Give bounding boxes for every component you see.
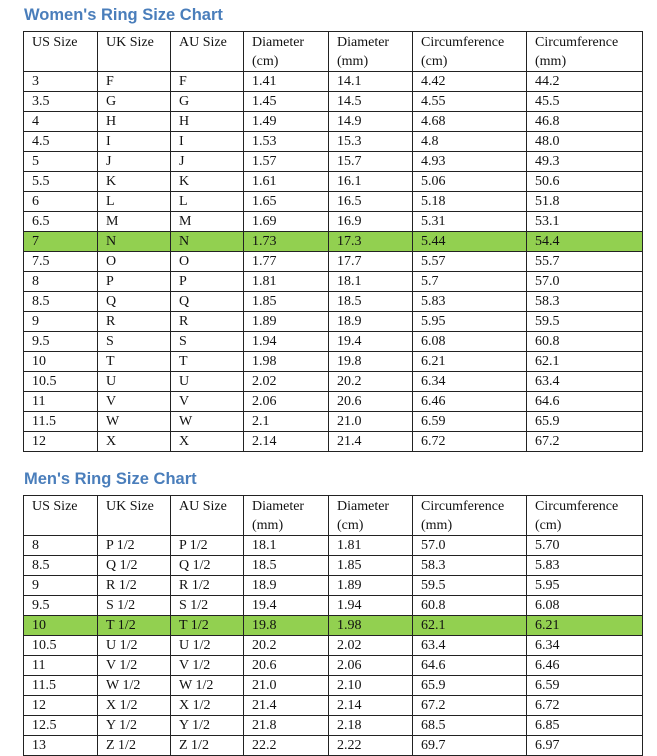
womens-ring-size-table	[23, 31, 643, 452]
table-cell: T	[171, 352, 244, 372]
table-cell: 20.6	[329, 392, 413, 412]
table-cell: 6.46	[413, 392, 527, 412]
table-cell: 1.57	[244, 152, 329, 172]
table-cell: 5.7	[413, 272, 527, 292]
table-cell: 9	[24, 312, 98, 332]
table-cell: 18.5	[244, 556, 329, 576]
table-row	[24, 596, 643, 616]
table-row	[24, 716, 643, 736]
table-cell: 8.5	[24, 556, 98, 576]
mens-header-text: (mm)	[252, 518, 284, 533]
mens-header-row	[24, 496, 643, 536]
table-cell: T	[98, 352, 171, 372]
table-cell: 69.7	[413, 736, 527, 756]
womens-header-row	[24, 32, 643, 72]
table-cell: 8	[24, 272, 98, 292]
table-cell: P	[171, 272, 244, 292]
table-cell: 12	[24, 432, 98, 452]
table-row	[24, 252, 643, 272]
table-cell: 4.42	[413, 72, 527, 92]
table-cell: 5.06	[413, 172, 527, 192]
table-cell: 6	[24, 192, 98, 212]
table-row	[24, 616, 643, 636]
table-cell: 60.8	[527, 332, 643, 352]
table-cell: 5.44	[413, 232, 527, 252]
table-cell: 6.72	[413, 432, 527, 452]
table-cell: P 1/2	[171, 536, 244, 556]
table-row	[24, 576, 643, 596]
table-cell: 1.94	[244, 332, 329, 352]
table-cell: Q	[98, 292, 171, 312]
table-cell: 1.89	[329, 576, 413, 596]
mens-ring-size-table	[23, 495, 643, 756]
table-row	[24, 212, 643, 232]
table-row	[24, 556, 643, 576]
table-cell: 19.4	[244, 596, 329, 616]
table-cell: I	[171, 132, 244, 152]
table-cell: 13	[24, 736, 98, 756]
table-cell: H	[171, 112, 244, 132]
table-row	[24, 112, 643, 132]
table-row	[24, 656, 643, 676]
table-cell: 2.18	[329, 716, 413, 736]
womens-header-text: (cm)	[421, 54, 448, 69]
table-cell: 46.8	[527, 112, 643, 132]
table-cell: 20.2	[244, 636, 329, 656]
table-cell: 48.0	[527, 132, 643, 152]
table-cell: 54.4	[527, 232, 643, 252]
table-cell: P	[98, 272, 171, 292]
table-cell: U	[98, 372, 171, 392]
womens-header-cell	[527, 32, 643, 72]
table-cell: 49.3	[527, 152, 643, 172]
table-cell: 10.5	[24, 372, 98, 392]
table-cell: 18.5	[329, 292, 413, 312]
table-cell: X	[171, 432, 244, 452]
table-cell: M	[98, 212, 171, 232]
table-cell: 5.95	[527, 576, 643, 596]
table-cell: M	[171, 212, 244, 232]
table-cell: 11.5	[24, 412, 98, 432]
table-cell: 22.2	[244, 736, 329, 756]
table-cell: 67.2	[527, 432, 643, 452]
table-cell: 18.1	[244, 536, 329, 556]
table-cell: O	[98, 252, 171, 272]
table-cell: 6.08	[527, 596, 643, 616]
table-cell: 62.1	[527, 352, 643, 372]
womens-header-text: AU Size	[179, 35, 227, 50]
mens-header-cell	[24, 496, 98, 536]
table-row	[24, 636, 643, 656]
table-cell: N	[98, 232, 171, 252]
table-cell: 14.5	[329, 92, 413, 112]
table-cell: H	[98, 112, 171, 132]
table-cell: 6.21	[413, 352, 527, 372]
table-cell: 59.5	[527, 312, 643, 332]
mens-header-text: Circumference	[535, 499, 619, 514]
table-row	[24, 412, 643, 432]
mens-header-cell	[329, 496, 413, 536]
table-cell: F	[98, 72, 171, 92]
table-cell: 6.21	[527, 616, 643, 636]
table-cell: W 1/2	[98, 676, 171, 696]
table-cell: J	[98, 152, 171, 172]
table-cell: 11.5	[24, 676, 98, 696]
table-cell: 4.5	[24, 132, 98, 152]
table-cell: S	[171, 332, 244, 352]
table-cell: 6.85	[527, 716, 643, 736]
table-cell: 21.0	[244, 676, 329, 696]
table-cell: K	[171, 172, 244, 192]
table-cell: 3.5	[24, 92, 98, 112]
table-cell: 67.2	[413, 696, 527, 716]
table-cell: 65.9	[413, 676, 527, 696]
table-cell: 18.1	[329, 272, 413, 292]
table-cell: V	[171, 392, 244, 412]
table-row	[24, 352, 643, 372]
table-cell: U	[171, 372, 244, 392]
table-row	[24, 232, 643, 252]
table-cell: 5.83	[527, 556, 643, 576]
table-cell: 6.59	[527, 676, 643, 696]
table-cell: T 1/2	[98, 616, 171, 636]
table-cell: 2.22	[329, 736, 413, 756]
table-cell: 4	[24, 112, 98, 132]
table-cell: 3	[24, 72, 98, 92]
table-cell: W 1/2	[171, 676, 244, 696]
table-cell: R 1/2	[98, 576, 171, 596]
table-cell: 6.72	[527, 696, 643, 716]
table-cell: 1.45	[244, 92, 329, 112]
table-cell: 10	[24, 352, 98, 372]
table-row	[24, 72, 643, 92]
table-cell: W	[171, 412, 244, 432]
womens-header-cell	[171, 32, 244, 72]
table-cell: V 1/2	[98, 656, 171, 676]
table-cell: Q 1/2	[98, 556, 171, 576]
table-cell: 5.70	[527, 536, 643, 556]
table-cell: 12.5	[24, 716, 98, 736]
table-cell: 6.34	[413, 372, 527, 392]
table-cell: W	[98, 412, 171, 432]
mens-header-cell	[527, 496, 643, 536]
womens-header-cell	[244, 32, 329, 72]
table-cell: 2.02	[329, 636, 413, 656]
table-cell: 9.5	[24, 332, 98, 352]
table-cell: Q 1/2	[171, 556, 244, 576]
table-cell: 1.41	[244, 72, 329, 92]
mens-header-cell	[244, 496, 329, 536]
table-cell: 20.6	[244, 656, 329, 676]
table-cell: F	[171, 72, 244, 92]
table-cell: 64.6	[413, 656, 527, 676]
table-row	[24, 272, 643, 292]
mens-header-cell	[413, 496, 527, 536]
table-cell: G	[98, 92, 171, 112]
table-cell: 55.7	[527, 252, 643, 272]
womens-chart-title: Women's Ring Size Chart	[24, 6, 223, 24]
table-cell: 10.5	[24, 636, 98, 656]
table-cell: 21.4	[244, 696, 329, 716]
table-cell: 11	[24, 656, 98, 676]
table-cell: 1.94	[329, 596, 413, 616]
table-cell: 20.2	[329, 372, 413, 392]
table-row	[24, 172, 643, 192]
table-cell: 1.85	[244, 292, 329, 312]
table-cell: 21.8	[244, 716, 329, 736]
mens-header-text: (cm)	[535, 518, 562, 533]
womens-header-cell	[413, 32, 527, 72]
womens-header-cell	[329, 32, 413, 72]
table-cell: 6.59	[413, 412, 527, 432]
table-row	[24, 312, 643, 332]
table-row	[24, 92, 643, 112]
table-cell: 1.89	[244, 312, 329, 332]
table-cell: 15.7	[329, 152, 413, 172]
table-cell: 15.3	[329, 132, 413, 152]
table-row	[24, 132, 643, 152]
table-cell: 5	[24, 152, 98, 172]
table-cell: 58.3	[527, 292, 643, 312]
table-cell: 5.31	[413, 212, 527, 232]
table-cell: 9.5	[24, 596, 98, 616]
table-cell: 2.14	[244, 432, 329, 452]
table-cell: T 1/2	[171, 616, 244, 636]
table-cell: 6.34	[527, 636, 643, 656]
table-cell: 1.85	[329, 556, 413, 576]
table-cell: 19.8	[244, 616, 329, 636]
womens-header-text: (cm)	[252, 54, 279, 69]
table-cell: X	[98, 432, 171, 452]
table-cell: L	[98, 192, 171, 212]
table-cell: 1.98	[244, 352, 329, 372]
table-cell: R 1/2	[171, 576, 244, 596]
table-row	[24, 292, 643, 312]
womens-header-text: Diameter	[252, 35, 305, 50]
womens-header-text: Diameter	[337, 35, 390, 50]
table-cell: 5.5	[24, 172, 98, 192]
table-cell: 63.4	[413, 636, 527, 656]
mens-header-text: Circumference	[421, 499, 505, 514]
table-cell: 2.06	[244, 392, 329, 412]
table-cell: 51.8	[527, 192, 643, 212]
table-cell: 5.95	[413, 312, 527, 332]
table-cell: 19.4	[329, 332, 413, 352]
table-cell: 1.77	[244, 252, 329, 272]
table-cell: 4.68	[413, 112, 527, 132]
table-cell: 1.65	[244, 192, 329, 212]
table-cell: 4.93	[413, 152, 527, 172]
table-cell: Y 1/2	[171, 716, 244, 736]
table-cell: 14.1	[329, 72, 413, 92]
table-cell: Y 1/2	[98, 716, 171, 736]
table-cell: S 1/2	[98, 596, 171, 616]
womens-header-text: Circumference	[421, 35, 505, 50]
table-cell: 18.9	[329, 312, 413, 332]
mens-header-text: Diameter	[252, 499, 305, 514]
table-cell: 57.0	[527, 272, 643, 292]
table-row	[24, 152, 643, 172]
table-cell: 21.0	[329, 412, 413, 432]
table-cell: 2.14	[329, 696, 413, 716]
table-cell: 5.18	[413, 192, 527, 212]
table-row	[24, 736, 643, 756]
table-cell: Z 1/2	[98, 736, 171, 756]
table-row	[24, 536, 643, 556]
table-cell: S	[98, 332, 171, 352]
table-cell: 7.5	[24, 252, 98, 272]
table-cell: U 1/2	[98, 636, 171, 656]
table-cell: 62.1	[413, 616, 527, 636]
table-cell: S 1/2	[171, 596, 244, 616]
table-cell: 68.5	[413, 716, 527, 736]
table-cell: V 1/2	[171, 656, 244, 676]
mens-header-text: US Size	[32, 499, 78, 514]
table-cell: 16.1	[329, 172, 413, 192]
mens-header-text: (mm)	[421, 518, 453, 533]
table-cell: 8.5	[24, 292, 98, 312]
table-row	[24, 392, 643, 412]
table-row	[24, 332, 643, 352]
table-cell: 4.55	[413, 92, 527, 112]
womens-header-cell	[24, 32, 98, 72]
table-cell: 2.1	[244, 412, 329, 432]
table-cell: 6.46	[527, 656, 643, 676]
table-cell: R	[171, 312, 244, 332]
table-cell: 12	[24, 696, 98, 716]
table-cell: 65.9	[527, 412, 643, 432]
table-cell: 16.5	[329, 192, 413, 212]
table-cell: 10	[24, 616, 98, 636]
table-cell: G	[171, 92, 244, 112]
table-cell: 1.73	[244, 232, 329, 252]
table-cell: 2.10	[329, 676, 413, 696]
table-cell: 53.1	[527, 212, 643, 232]
mens-header-text: (cm)	[337, 518, 364, 533]
table-row	[24, 676, 643, 696]
table-cell: 1.53	[244, 132, 329, 152]
table-cell: Q	[171, 292, 244, 312]
table-cell: 1.81	[329, 536, 413, 556]
table-cell: 2.02	[244, 372, 329, 392]
table-cell: 50.6	[527, 172, 643, 192]
mens-header-text: AU Size	[179, 499, 227, 514]
mens-header-text: UK Size	[106, 499, 154, 514]
womens-header-text: (mm)	[535, 54, 567, 69]
table-cell: 64.6	[527, 392, 643, 412]
table-cell: 7	[24, 232, 98, 252]
table-row	[24, 696, 643, 716]
table-cell: 21.4	[329, 432, 413, 452]
table-cell: N	[171, 232, 244, 252]
table-cell: 5.83	[413, 292, 527, 312]
table-cell: 1.98	[329, 616, 413, 636]
table-cell: 45.5	[527, 92, 643, 112]
table-cell: O	[171, 252, 244, 272]
table-cell: 1.81	[244, 272, 329, 292]
table-cell: X 1/2	[171, 696, 244, 716]
mens-header-cell	[98, 496, 171, 536]
table-cell: 17.7	[329, 252, 413, 272]
table-cell: R	[98, 312, 171, 332]
table-cell: 60.8	[413, 596, 527, 616]
table-cell: 1.61	[244, 172, 329, 192]
table-row	[24, 432, 643, 452]
table-cell: 58.3	[413, 556, 527, 576]
table-cell: K	[98, 172, 171, 192]
table-cell: 19.8	[329, 352, 413, 372]
table-cell: L	[171, 192, 244, 212]
table-cell: U 1/2	[171, 636, 244, 656]
table-cell: 4.8	[413, 132, 527, 152]
table-cell: 2.06	[329, 656, 413, 676]
table-cell: 63.4	[527, 372, 643, 392]
table-cell: 57.0	[413, 536, 527, 556]
mens-header-text: Diameter	[337, 499, 390, 514]
table-cell: Z 1/2	[171, 736, 244, 756]
table-row	[24, 372, 643, 392]
womens-header-text: UK Size	[106, 35, 154, 50]
table-row	[24, 192, 643, 212]
womens-header-text: (mm)	[337, 54, 369, 69]
table-cell: 59.5	[413, 576, 527, 596]
mens-header-cell	[171, 496, 244, 536]
table-cell: J	[171, 152, 244, 172]
table-cell: X 1/2	[98, 696, 171, 716]
table-cell: 17.3	[329, 232, 413, 252]
table-cell: 5.57	[413, 252, 527, 272]
table-cell: 9	[24, 576, 98, 596]
table-cell: 8	[24, 536, 98, 556]
table-cell: 6.08	[413, 332, 527, 352]
table-cell: P 1/2	[98, 536, 171, 556]
table-cell: 1.69	[244, 212, 329, 232]
table-cell: V	[98, 392, 171, 412]
table-cell: 11	[24, 392, 98, 412]
mens-chart-title: Men's Ring Size Chart	[24, 470, 197, 488]
table-cell: 16.9	[329, 212, 413, 232]
womens-header-text: Circumference	[535, 35, 619, 50]
table-cell: 1.49	[244, 112, 329, 132]
table-cell: 6.5	[24, 212, 98, 232]
table-cell: I	[98, 132, 171, 152]
womens-header-cell	[98, 32, 171, 72]
table-cell: 6.97	[527, 736, 643, 756]
womens-header-text: US Size	[32, 35, 78, 50]
table-cell: 18.9	[244, 576, 329, 596]
table-cell: 44.2	[527, 72, 643, 92]
table-cell: 14.9	[329, 112, 413, 132]
